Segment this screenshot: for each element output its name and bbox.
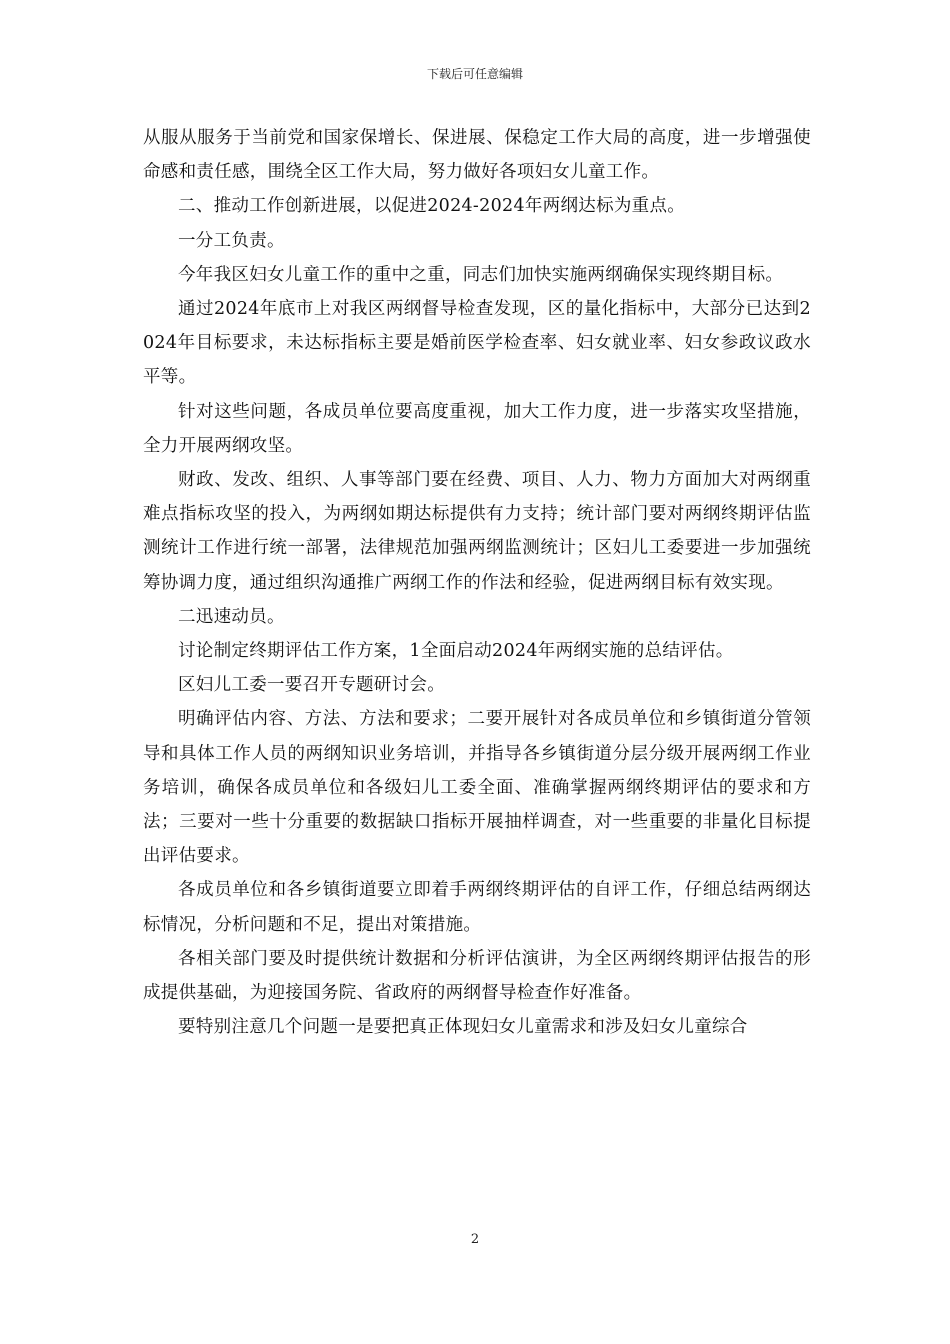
paragraph: 今年我区妇女儿童工作的重中之重，同志们加快实施两纲确保实现终期目标。 — [178, 264, 784, 285]
page-number: 2 — [470, 1232, 480, 1247]
paragraph-continued: 从服从服务于当前党和国家保增长、保进展、保稳定工作大局的高度，进一步增强使命感和责任感，围绕全区工作大局，努力做好各项妇女儿童工作。 — [143, 128, 811, 183]
paragraph: 财政、发改、组织、人事等部门要在经费、项目、人力、物力方面加大对两纲重难点指标攻坚的投入，为两纲如期达标提供有力支持；统计部门要对两纲终期评估监测统计工作进行统一部署，法律规范加强两纲监测统计；区妇儿工委要进一步加强统筹协调力度，通过组织沟通推广两纲工作的作法和经验，促进两纲目标有效实现。 — [143, 470, 811, 593]
paragraph: 要特别注意几个问题一是要把真正体现妇女儿童需求和涉及妇女儿童综合 — [178, 1017, 748, 1038]
paragraph: 各相关部门要及时提供统计数据和分析评估演讲，为全区两纲终期评估报告的形成提供基础，为迎接国务院、省政府的两纲督导检查作好准备。 — [143, 948, 811, 1004]
subheading-1: 一分工负责。 — [178, 230, 285, 251]
document-body — [143, 121, 811, 1044]
page-header: 下载后可任意编辑 — [426, 67, 523, 81]
paragraph: 讨论制定终期评估工作方案，1全面启动2024年两纲实施的总结评估。 — [178, 641, 734, 662]
subheading-2: 二迅速动员。 — [178, 606, 285, 627]
paragraph: 各成员单位和各乡镇街道要立即着手两纲终期评估的自评工作，仔细总结两纲达标情况，分析问题和不足，提出对策措施。 — [143, 880, 811, 935]
section-heading-2: 二、推动工作创新进展，以促进2024-2024年两纲达标为重点。 — [178, 196, 686, 217]
paragraph: 通过2024年底市上对我区两纲督导检查发现，区的量化指标中，大部分已达到2024年目标要求，未达标指标主要是婚前医学检查率、妇女就业率、妇女参政议政水平等。 — [143, 299, 811, 388]
paragraph: 明确评估内容、方法、方法和要求；二要开展针对各成员单位和乡镇街道分管领导和具体工作人员的两纲知识业务培训，并指导各乡镇街道分层分级开展两纲工作业务培训，确保各成员单位和各级妇儿工委全面、准确掌握两纲终期评估的要求和方法；三要对一些十分重要的数据缺口指标开展抽样调查，对一些重要的非量化目标提出评估要求。 — [143, 709, 811, 867]
paragraph: 针对这些问题，各成员单位要高度重视，加大工作力度，进一步落实攻坚措施，全力开展两纲攻坚。 — [143, 401, 811, 456]
paragraph: 区妇儿工委一要召开专题研讨会。 — [178, 675, 445, 696]
